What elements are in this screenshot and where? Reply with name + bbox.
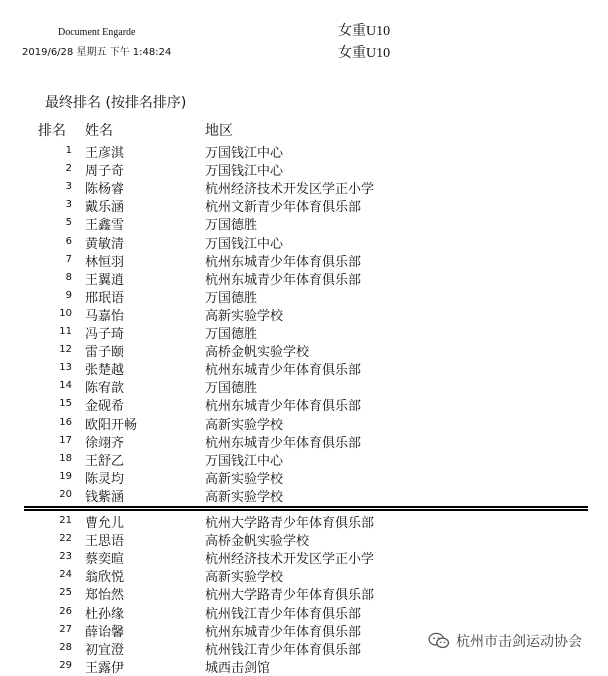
name-cell: 钱紫涵 [85,489,125,505]
name-cell: 周子奇 [85,164,125,180]
name-cell: 王露伊 [85,660,125,676]
name-cell: 张楚越 [85,363,125,379]
rank-cell: 8 [65,271,72,283]
region-cell: 高新实验学校 [205,308,284,324]
region-cell: 杭州东城青少年体育俱乐部 [205,435,362,451]
region-cell: 杭州大学路青少年体育俱乐部 [205,516,375,531]
table-row [0,233,608,251]
rank-cell: 19 [59,470,72,482]
rank-cell: 17 [59,434,72,446]
region-cell: 万国德胜 [205,381,258,397]
wechat-icon [428,632,450,650]
rank-cell: 2 [65,163,72,175]
name-cell: 邢珉语 [85,290,125,306]
rank-cell: 1 [65,145,72,156]
rank-cell: 20 [59,488,72,500]
region-cell: 高新实验学校 [205,570,284,586]
table-row [0,414,608,432]
rank-cell: 24 [59,569,72,581]
name-cell: 王翼逍 [85,272,125,288]
table-row [0,287,608,305]
table-row [0,196,608,214]
name-cell: 冯子琦 [85,327,125,342]
table-row [0,603,608,621]
rank-cell: 21 [59,515,72,526]
region-cell: 杭州东城青少年体育俱乐部 [205,254,362,270]
rank-cell: 16 [59,416,72,428]
name-cell: 杜孙缘 [85,606,125,622]
column-header-region: 地区 [205,123,233,139]
watermark [428,631,582,651]
table-row [0,359,608,377]
rank-cell: 11 [59,326,72,337]
section-title: 最终排名 (按排名排序) [45,95,187,111]
table-row [0,395,608,413]
rank-cell: 3 [65,181,72,193]
rank-cell: 13 [59,362,72,374]
region-cell: 城西击剑馆 [205,660,271,676]
region-cell: 高新实验学校 [205,471,284,487]
region-cell: 杭州东城青少年体育俱乐部 [205,624,362,640]
name-cell: 翁欣悦 [85,570,125,586]
event-title: 女重U10 [338,24,391,39]
region-cell: 高新实验学校 [205,417,284,433]
region-cell: 万国钱江中心 [205,236,284,252]
name-cell: 薛诒馨 [85,624,125,640]
section-divider-top [24,506,588,508]
name-cell: 黄敏清 [85,236,125,252]
section-divider-bottom [24,509,588,511]
table-row [0,251,608,269]
rank-cell: 25 [59,587,72,599]
region-cell: 杭州大学路青少年体育俱乐部 [205,588,375,604]
region-cell: 杭州钱江青少年体育俱乐部 [205,642,362,658]
table-row [0,160,608,178]
rank-cell: 18 [59,452,72,464]
name-cell: 郑怡然 [85,588,125,604]
region-cell: 万国钱江中心 [205,453,284,469]
name-cell: 马嘉怡 [85,308,125,324]
region-cell: 万国德胜 [205,327,258,342]
watermark-text: 杭州市击剑运动协会 [456,634,582,650]
table-row [0,377,608,395]
table-row [0,323,608,341]
table-row [0,214,608,232]
name-cell: 欧阳开畅 [85,417,138,433]
table-row [0,584,608,602]
rank-cell: 22 [59,533,72,545]
table-row [0,305,608,323]
name-cell: 金砚希 [85,399,125,415]
column-header-rank: 排名 [38,123,66,139]
region-cell: 杭州东城青少年体育俱乐部 [205,363,362,379]
name-cell: 曹允儿 [85,516,125,531]
table-row [0,530,608,548]
rank-cell: 26 [59,605,72,617]
print-datetime: 2019/6/28 星期五 下午 1:48:24 [22,47,172,58]
rank-cell: 3 [65,199,72,211]
table-row [0,142,608,160]
name-cell: 林恒羽 [85,254,125,270]
table-row [0,178,608,196]
name-cell: 王鑫雪 [85,218,125,234]
region-cell: 杭州钱江青少年体育俱乐部 [205,606,362,622]
name-cell: 雷子颐 [85,345,125,361]
region-cell: 高桥金帆实验学校 [205,345,310,361]
name-cell: 陈宥歆 [85,381,125,397]
name-cell: 陈灵均 [85,471,125,487]
region-cell: 高桥金帆实验学校 [205,534,310,550]
app-name: Document Engarde [58,27,136,38]
table-row [0,341,608,359]
name-cell: 王舒乙 [85,453,125,469]
rank-cell: 10 [59,307,72,319]
rank-cell: 23 [59,551,72,563]
region-cell: 杭州经济技术开发区学正小学 [205,552,375,568]
table-row [0,657,608,675]
name-cell: 戴乐涵 [85,200,125,216]
region-cell: 杭州东城青少年体育俱乐部 [205,399,362,415]
name-cell: 陈杨睿 [85,182,125,198]
column-header-name: 姓名 [85,123,113,139]
region-cell: 万国钱江中心 [205,146,284,161]
rank-cell: 12 [59,344,72,356]
table-row [0,566,608,584]
region-cell: 杭州东城青少年体育俱乐部 [205,272,362,288]
region-cell: 杭州文新青少年体育俱乐部 [205,200,362,216]
table-row [0,486,608,504]
table-row [0,468,608,486]
region-cell: 高新实验学校 [205,489,284,505]
region-cell: 万国钱江中心 [205,164,284,180]
rank-cell: 5 [65,217,72,229]
name-cell: 王思语 [85,534,125,550]
table-row [0,512,608,530]
rank-cell: 9 [65,289,72,301]
name-cell: 蔡奕暄 [85,552,125,568]
table-row [0,450,608,468]
rank-cell: 29 [59,659,72,671]
table-row [0,548,608,566]
name-cell: 初宜澄 [85,642,125,658]
rank-cell: 27 [59,623,72,635]
region-cell: 杭州经济技术开发区学正小学 [205,182,375,198]
region-cell: 万国德胜 [205,218,258,234]
rank-cell: 14 [59,380,72,392]
region-cell: 万国德胜 [205,290,258,306]
name-cell: 王彦淇 [85,146,125,161]
name-cell: 徐翊齐 [85,435,125,451]
table-row [0,432,608,450]
table-row [0,269,608,287]
rank-cell: 28 [59,641,72,653]
rank-cell: 15 [59,398,72,410]
rank-cell: 6 [65,235,72,247]
rank-cell: 7 [65,253,72,265]
event-subtitle: 女重U10 [338,46,391,61]
